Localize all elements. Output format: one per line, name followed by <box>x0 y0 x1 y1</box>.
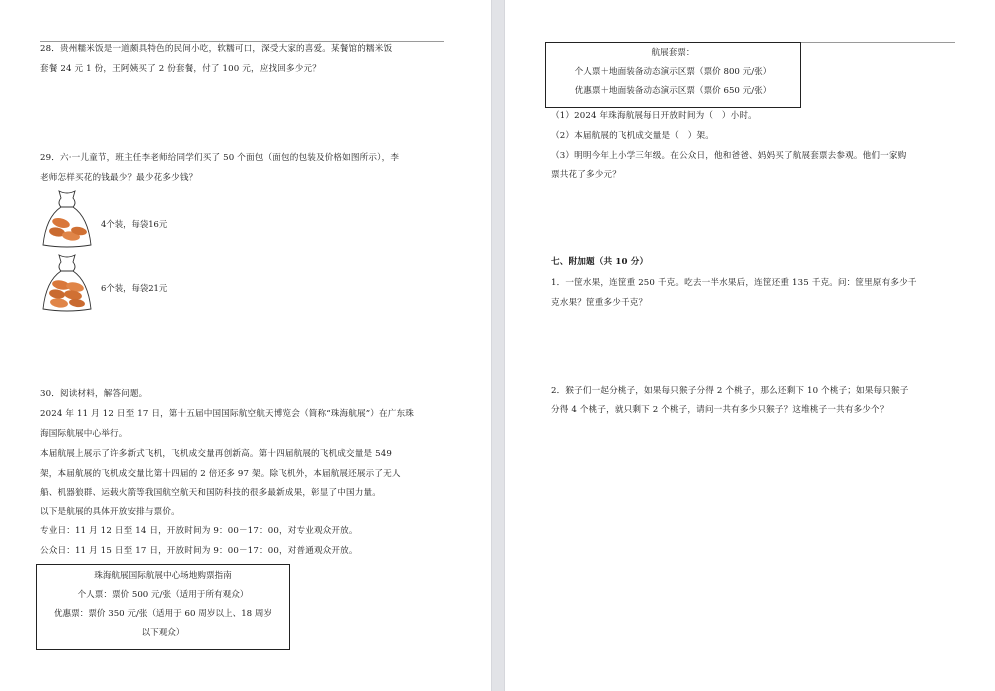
question-30-line-8: 专业日：11 月 12 日至 14 日，开放时间为 9：00－17：00，对专业观众开放。 <box>40 526 358 536</box>
bonus-q1-line-2: 克水果？筐重多少千克？ <box>551 298 648 308</box>
bonus-q2-line-1: 2．猴子们一起分桃子，如果每只猴子分得 2 个桃子，那么还剩下 10 个桃子；如果每只猴子 <box>551 386 909 396</box>
bonus-q1-line-1: 1．一筐水果，连筐重 250 千克。吃去一半水果后，连筐还重 135 千克。问：筐里原有多少千 <box>551 278 917 288</box>
question-30-line-7: 以下是航展的具体开放安排与票价。 <box>40 507 180 517</box>
question-30-line-3: 海国际航展中心举行。 <box>40 429 128 439</box>
q30-sub-2: （2）本届航展的飞机成交量是（ ）架。 <box>551 131 715 141</box>
ticket-guide-title: 珠海航展国际航展中心场地购票指南 <box>94 571 232 581</box>
ticket-guide-box <box>36 564 290 650</box>
ticket-guide-discount: 优惠票：票价 350 元/张（适用于 60 周岁以上、18 周岁 <box>53 609 273 619</box>
document-page-right <box>505 0 995 691</box>
ticket-guide-individual: 个人票：票价 500 元/张（适用于所有观众） <box>77 590 249 600</box>
q30-sub-1: （1）2024 年珠海航展每日开放时间为（ ）小时。 <box>551 111 757 121</box>
question-30-line-9: 公众日：11 月 15 日至 17 日，开放时间为 9：00－17：00，对普通观众开放。 <box>40 546 358 556</box>
page-gutter <box>491 0 505 691</box>
ticket-guide-discount-cont: 以下观众） <box>141 628 185 638</box>
package-ticket-individual: 个人票＋地面装备动态演示区票（票价 800 元/张） <box>574 67 772 77</box>
bread-bag-icon <box>40 189 94 249</box>
package-ticket-box <box>545 42 801 108</box>
question-29-line-2: 老师怎样买花的钱最少？最少花多少钱？ <box>40 173 198 183</box>
package-ticket-discount: 优惠票＋地面装备动态演示区票（票价 650 元/张） <box>574 86 772 96</box>
question-29-line-1: 29．六·一儿童节，班主任李老师给同学们买了 50 个面包（面包的包装及价格如图所示），李 <box>40 153 400 163</box>
q30-sub-3-cont: 票共花了多少元？ <box>551 170 621 180</box>
q30-sub-3: （3）明明今年上小学三年级。在公众日，他和爸爸、妈妈买了航展套票去参观。他们一家购 <box>551 151 907 161</box>
question-28-line-2: 套餐 24 元 1 份，王阿姨买了 2 份套餐，付了 100 元，应找回多少元？ <box>40 64 321 74</box>
question-30-line-6: 船、机器狼群、运载火箭等我国航空航天和国防科技的很多最新成果，彰显了中国力量。 <box>40 488 382 498</box>
question-28-line-1: 28．贵州糯米饭是一道颇具特色的民间小吃，软糯可口，深受大家的喜爱。某餐馆的糯米饭 <box>40 44 393 54</box>
package-ticket-title: 航展套票： <box>651 48 695 58</box>
question-30-line-1: 30．阅读材料，解答问题。 <box>40 389 148 399</box>
bonus-q2-line-2: 分得 4 个桃子，就只剩下 2 个桃子，请问一共有多少只猴子？这堆桃子一共有多少个？ <box>551 405 889 415</box>
bread-bag-icon <box>40 253 94 313</box>
bread-bag-4-label: 4个装，每袋16元 <box>101 219 168 229</box>
section-7-heading: 七、附加题（共 10 分） <box>551 257 649 267</box>
bread-bag-6-label: 6个装，每袋21元 <box>101 283 168 293</box>
document-page-left <box>0 0 491 691</box>
question-30-line-2: 2024 年 11 月 12 日至 17 日，第十五届中国国际航空航天博览会（简称“珠海航展”）在广东珠 <box>40 409 414 419</box>
question-30-line-4: 本届航展上展示了许多新式飞机，飞机成交量再创新高。第十四届航展的飞机成交量是 549 <box>40 449 392 459</box>
question-30-line-5: 架，本届航展的飞机成交量比第十四届的 2 倍还多 97 架。除飞机外，本届航展还展示了无人 <box>40 469 401 479</box>
